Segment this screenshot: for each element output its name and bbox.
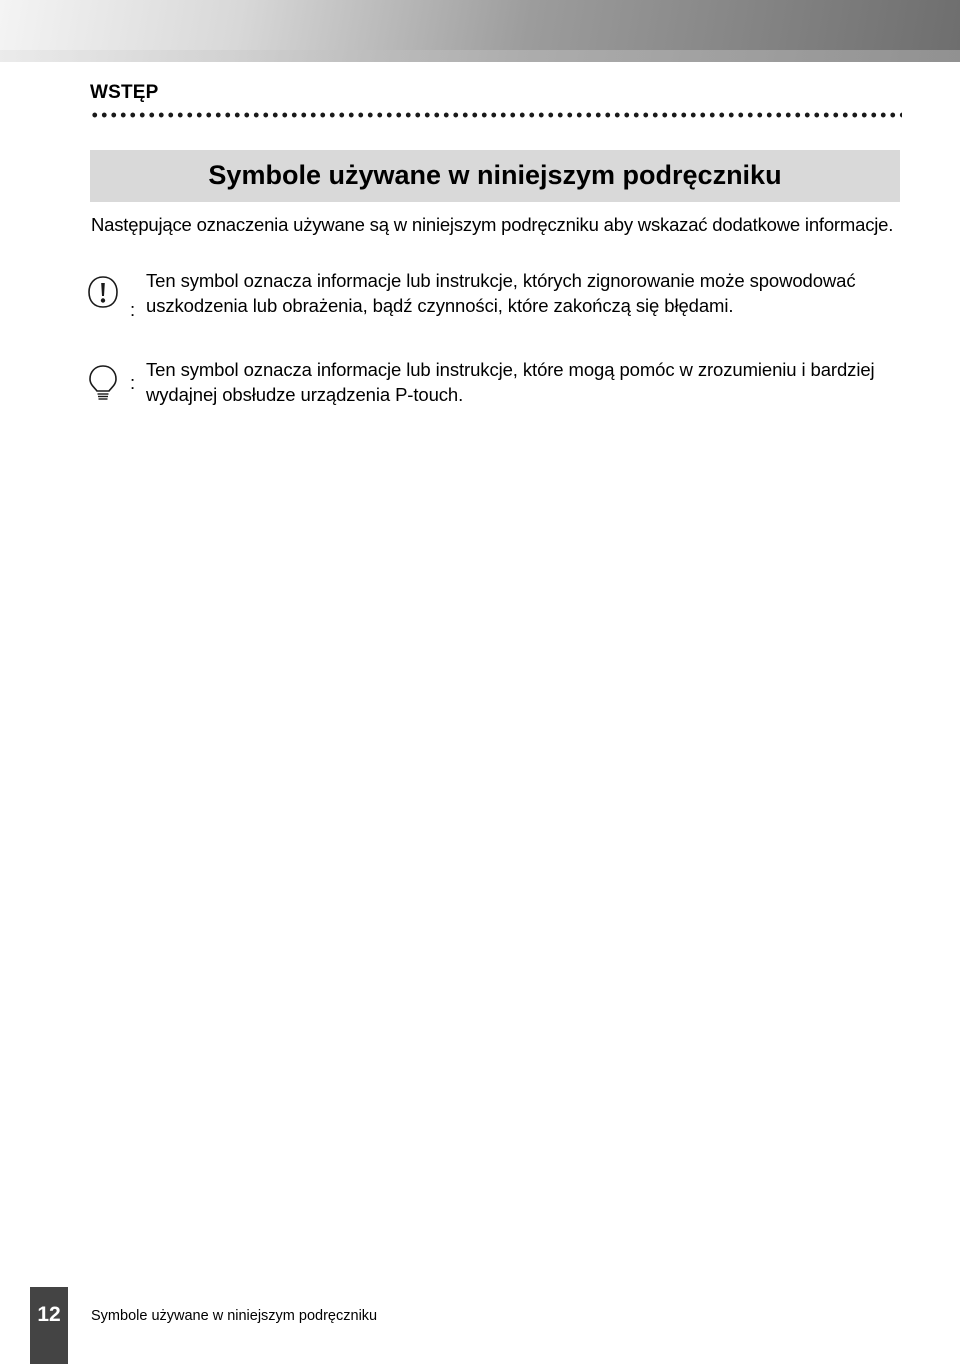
title-bar <box>90 150 900 202</box>
caution-separator: : <box>130 299 136 320</box>
header-band <box>0 0 960 62</box>
page-title: Symbole używane w niniejszym podręczniku <box>208 160 782 190</box>
page-number: 12 <box>37 1303 61 1326</box>
page-number-tab <box>30 1287 68 1364</box>
intro-paragraph: Następujące oznaczenia używane są w niniejszym podręczniku aby wskazać dodatkowe informacje. <box>91 214 894 235</box>
dotted-divider <box>90 111 902 119</box>
caution-description: Ten symbol oznacza informacje lub instrukcje, których zignorowanie może spowodować uszkodzenia lub obrażenia, bądź czynności, które zakończą się błędami. <box>146 270 856 316</box>
section-header: WSTĘP <box>90 82 159 103</box>
caution-icon <box>86 274 120 314</box>
lightbulb-icon <box>86 363 120 403</box>
tip-separator: : <box>130 372 136 393</box>
footer-title: Symbole używane w niniejszym podręczniku <box>91 1308 378 1324</box>
tip-description: Ten symbol oznacza informacje lub instrukcje, które mogą pomóc w zrozumieniu i bardziej wydajnej obsłudze urządzenia P-touch. <box>146 359 875 405</box>
